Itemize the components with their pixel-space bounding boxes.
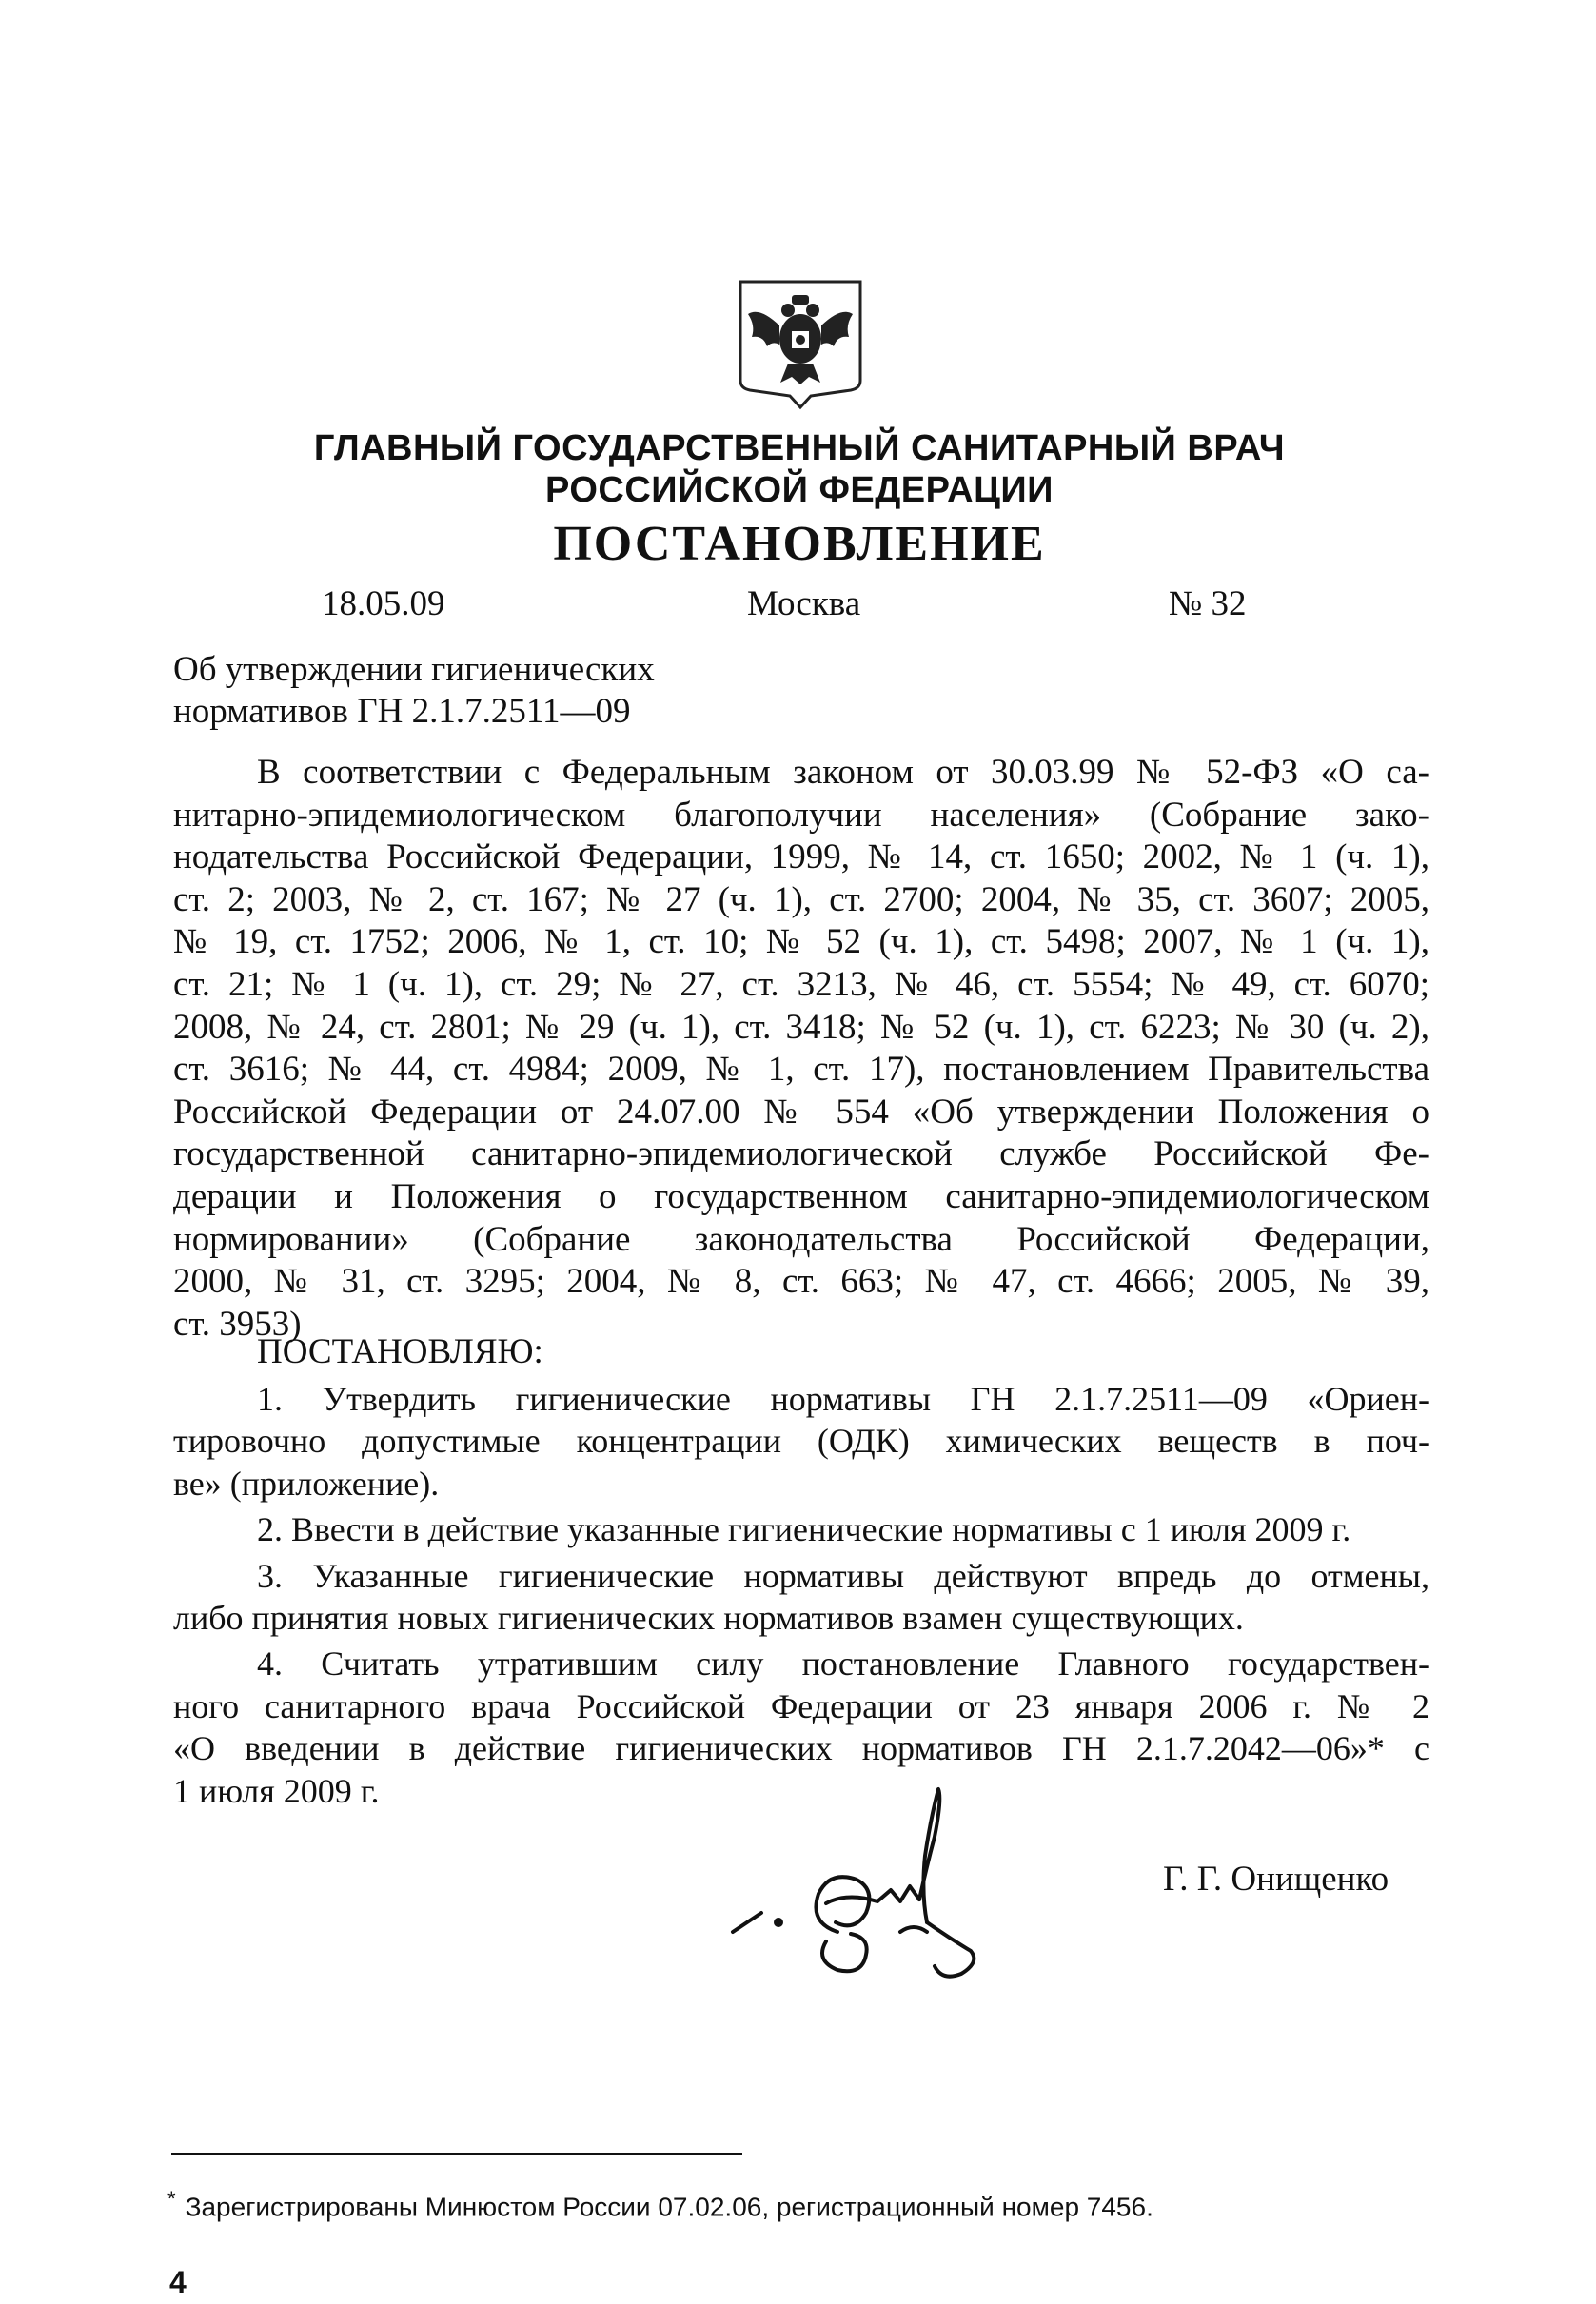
document-number: № 32 <box>1169 584 1247 623</box>
preamble-paragraph <box>173 752 1429 1346</box>
document-type: ПОСТАНОВЛЕНИЕ <box>553 517 1046 571</box>
item-1-line: ве» (приложение). <box>173 1464 440 1503</box>
item-4-line: «О введении в действие гигиенических нормативов ГН 2.1.7.2042—06»* с <box>173 1729 1429 1768</box>
preamble-line: нормировании» (Собрание законодательства Российской Федерации, <box>173 1219 1429 1259</box>
document-city: Москва <box>747 584 861 623</box>
item-4-line: 1 июля 2009 г. <box>173 1771 380 1810</box>
issuer-title-country: РОССИЙСКОЙ ФЕДЕРАЦИИ <box>544 470 1054 510</box>
item-3-line: либо принятия новых гигиенических нормативов взамен существующих. <box>173 1599 1244 1638</box>
preamble-line: нитарно-эпидемиологическом благополучии населения» (Собрание зако- <box>173 795 1429 835</box>
item-2-line: 2. Ввести в действие указанные гигиенические нормативы с 1 июля 2009 г. <box>257 1510 1351 1549</box>
preamble-line: государственной санитарно-эпидемиологической службе Российской Фе- <box>173 1134 1429 1174</box>
preamble-line: № 19, ст. 1752; 2006, № 1, ст. 10; № 52 (ч. 1), ст. 5498; 2007, № 1 (ч. 1), <box>173 922 1429 962</box>
signer-name: Г. Г. Онищенко <box>1163 1860 1389 1899</box>
issuer-title: ГЛАВНЫЙ ГОСУДАРСТВЕННЫЙ САНИТАРНЫЙ ВРАЧ <box>313 428 1286 468</box>
footnote-text: Зарегистрированы Минюстом России 07.02.06, регистрационный номер 7456. <box>185 2192 1153 2222</box>
page-number: 4 <box>169 2265 187 2299</box>
footnote-mark: * <box>167 2187 176 2211</box>
preamble-line: ст. 3616; № 44, ст. 4984; 2009, № 1, ст. 17), постановлением Правительства <box>173 1050 1429 1090</box>
footnote-divider <box>171 2153 742 2155</box>
item-3-line: 3. Указанные гигиенические нормативы действуют впредь до отмены, <box>257 1556 1429 1595</box>
item-1-line: 1. Утвердить гигиенические нормативы ГН 2.1.7.2511—09 «Ориен- <box>257 1380 1429 1418</box>
preamble-line: В соответствии с Федеральным законом от 30.03.99 № 52-ФЗ «О са- <box>257 753 1429 792</box>
footnote <box>167 2183 1153 2223</box>
item-4-line: 4. Считать утратившим силу постановление Главного государствен- <box>257 1644 1429 1684</box>
document-date: 18.05.09 <box>322 584 445 623</box>
preamble-line: дерации и Положения о государственном санитарно-эпидемиологическом <box>173 1176 1429 1216</box>
subject-line: нормативов ГН 2.1.7.2511—09 <box>173 692 631 731</box>
preamble-line: 2000, № 31, ст. 3295; 2004, № 8, ст. 663; № 47, ст. 4666; 2005, № 39, <box>173 1262 1429 1302</box>
item-4-line: ного санитарного врача Российской Федерации от 23 января 2006 г. № 2 <box>173 1686 1429 1725</box>
item-1-line: тировочно допустимые концентрации (ОДК) химических веществ в поч- <box>173 1422 1429 1461</box>
signature <box>723 1780 1037 1999</box>
preamble-line: ст. 2; 2003, № 2, ст. 167; № 27 (ч. 1), ст. 2700; 2004, № 35, ст. 3607; 2005, <box>173 879 1429 919</box>
preamble-line: ст. 3953) <box>173 1304 302 1344</box>
preamble-line: Российской Федерации от 24.07.00 № 554 «Об утверждении Положения о <box>173 1092 1429 1132</box>
decree-items <box>173 1378 1429 1812</box>
decree-word: ПОСТАНОВЛЯЮ: <box>257 1332 543 1371</box>
document-subject <box>173 649 763 733</box>
preamble-line: нодательства Российской Федерации, 1999, № 14, ст. 1650; 2002, № 1 (ч. 1), <box>173 837 1429 877</box>
preamble-line: 2008, № 24, ст. 2801; № 29 (ч. 1), ст. 3418; № 52 (ч. 1), ст. 6223; № 30 (ч. 2), <box>173 1007 1429 1047</box>
coat-of-arms-icon <box>735 278 866 411</box>
preamble-line: ст. 21; № 1 (ч. 1), ст. 29; № 27, ст. 3213, № 46, ст. 5554; № 49, ст. 6070; <box>173 964 1429 1004</box>
subject-line: Об утверждении гигиенических <box>173 650 655 689</box>
